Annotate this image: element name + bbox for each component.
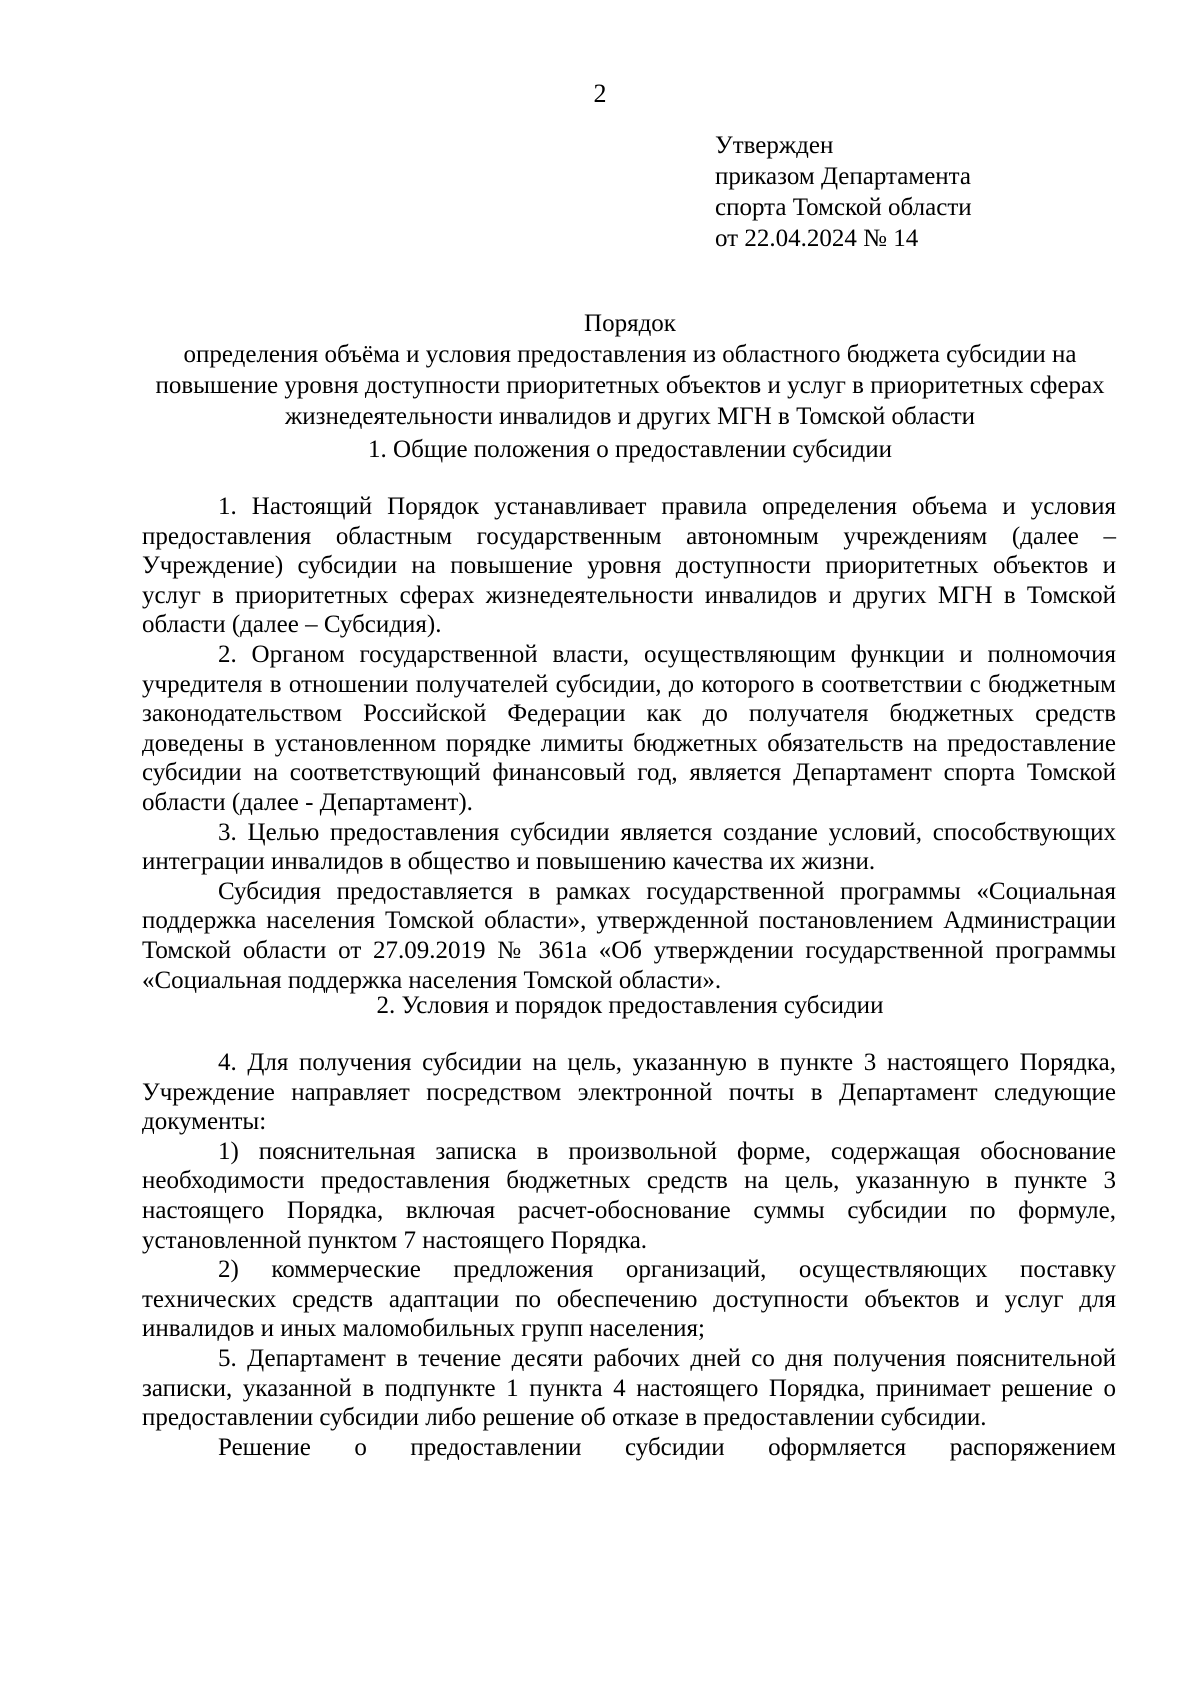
- section-2-heading: 2. Условия и порядок предоставления субсидии: [376, 992, 884, 1019]
- paragraph: 3. Целью предоставления субсидии является создание условий, способствующих интеграции инвалидов в общество и повышению качества их жизни.: [142, 818, 1116, 876]
- approval-stamp-block: [715, 130, 1165, 254]
- section-1-body: [142, 492, 1116, 995]
- approval-line: спорта Томской области: [715, 194, 972, 221]
- document-title-subtitle: определения объёма и условия предоставления из областного бюджета субсидии на повышение уровня доступности приоритетных объектов и услуг в приоритетных сферах жизнедеятельности инвалидов и других МГН в Томской области: [155, 341, 1105, 430]
- approval-line: приказом Департамента: [715, 163, 971, 190]
- paragraph: Субсидия предоставляется в рамках государственной программы «Социальная поддержка населения Томской области», утвержденной постановлением Администрации Томской области от 27.09.2019 № 361а «Об утверждении государственной программы «Социальная поддержка населения Томской области».: [142, 877, 1116, 994]
- paragraph: 1. Настоящий Порядок устанавливает правила определения объема и условия предоставления областным государственным автономным учреждениям (далее – Учреждение) субсидии на повышение уровня доступности приоритетных объектов и услуг в приоритетных сферах жизнедеятельности инвалидов и других МГН в Томской области (далее – Субсидия).: [142, 493, 1116, 639]
- paragraph: Решение о предоставлении субсидии оформляется распоряжением: [218, 1433, 1116, 1461]
- section-1-heading: 1. Общие положения о предоставлении субсидии: [368, 436, 892, 463]
- approval-line: Утвержден: [715, 132, 834, 159]
- paragraph: 2. Органом государственной власти, осуществляющим функции и полномочия учредителя в отношении получателей субсидии, до которого в соответствии с бюджетным законодательством Российской Федерации как до получателя бюджетных средств доведены в установленном порядке лимиты бюджетных обязательств на предоставление субсидии на соответствующий финансовый год, является Департамент спорта Томской области (далее - Департамент).: [142, 640, 1116, 816]
- paragraph: 5. Департамент в течение десяти рабочих дней со дня получения пояснительной записки, указанной в подпункте 1 пункта 4 настоящего Порядка, принимает решение о предоставлении субсидии либо решение об отказе в предоставлении субсидии.: [142, 1344, 1116, 1432]
- page-number: 2: [593, 79, 607, 108]
- document-title-heading: Порядок: [584, 310, 676, 337]
- paragraph: 2) коммерческие предложения организаций, осуществляющих поставку технических средств адаптации по обеспечению доступности объектов и услуг для инвалидов и иных маломобильных групп населения;: [142, 1256, 1116, 1343]
- document-title: [140, 308, 1120, 432]
- section-2-body: [142, 1048, 1116, 1462]
- approval-line: от 22.04.2024 № 14: [715, 225, 919, 252]
- paragraph: 4. Для получения субсидии на цель, указанную в пункте 3 настоящего Порядка, Учреждение направляет посредством электронной почты в Департамент следующие документы:: [142, 1049, 1116, 1136]
- paragraph: 1) пояснительная записка в произвольной форме, содержащая обоснование необходимости предоставления бюджетных средств на цель, указанную в пункте 3 настоящего Порядка, включая расчет-обоснование суммы субсидии по формуле, установленной пунктом 7 настоящего Порядка.: [142, 1137, 1116, 1254]
